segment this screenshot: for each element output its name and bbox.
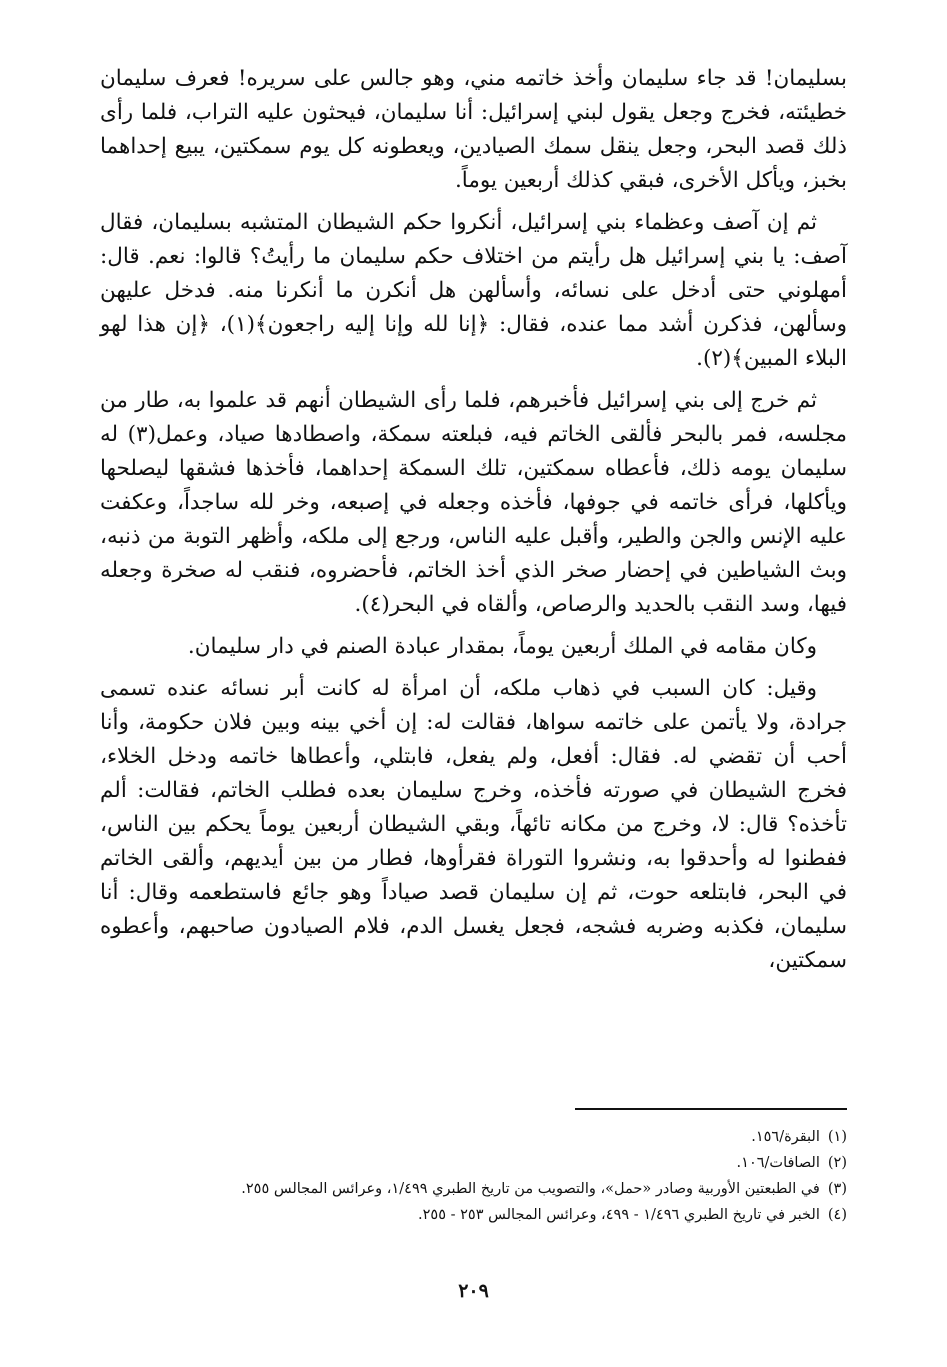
footnote-number: (٣) bbox=[827, 1181, 847, 1197]
footnote-number: (٢) bbox=[827, 1155, 847, 1171]
footnote-3 bbox=[100, 1176, 847, 1202]
paragraph-5: وقيل: كان السبب في ذهاب ملكه، أن امرأة له كانت أبر نسائه عنده تسمى جرادة، ولا يأتمن على خاتمه سواها، فقالت له: إن أخي بينه وبين فلان حكومة، وأنا أحب أن تقضي له. فقال: أفعل، ولم يفعل، فابتلي، وأعطاها خاتمه ودخل الخلاء، فخرج الشيطان في صورته فأخذه، وخرج سليمان بعده فطلب الخاتم، فقالت: ألم تأخذه؟ قال: لا، وخرج من مكانه تائهاً، وبقي الشيطان أربعين يوماً يحكم بين الناس، ففطنوا له وأحدقوا به، ونشروا التوراة فقرأوها، فطار من بين أيديهم، وألقى الخاتم في البحر، فابتلعه حوت، ثم إن سليمان قصد صياداً وهو جائع فاستطعمه وقال: أنا سليمان، فكذبه وضربه فشجه، فجعل يغسل الدم، فلام الصيادون صاحبهم، وأعطوه سمكتين، bbox=[100, 676, 847, 973]
paragraph-3: ثم خرج إلى بني إسرائيل فأخبرهم، فلما رأى الشيطان أنهم قد علموا به، طار من مجلسه، فمر بالبحر فألقى الخاتم فيه، فبلعته سمكة، واصطادها صياد، وعمل(٣) له سليمان يومه ذلك، فأعطاه سمكتين، تلك السمكة إحداهما، فأخذها فشقها ليصلحها ويأكلها، فرأى خاتمه في جوفها، فأخذه وجعله في إصبعه، وخر لله ساجداً، وعكفت عليه الإنس والجن والطير، وأقبل عليه الناس، ورجع إلى ملكه، وأظهر التوبة من ذنبه، وبث الشياطين في إحضار صخر الذي أخذ الخاتم، فأحضروه، فنقب له صخرة وجعله فيها، وسد النقب بالحديد والرصاص، وألقاه في البحر(٤). bbox=[100, 388, 847, 617]
paragraph-2: ثم إن آصف وعظماء بني إسرائيل، أنكروا حكم الشيطان المتشبه بسليمان، فقال آصف: يا بني إسرائيل هل رأيتم من اختلاف حكم سليمان ما رأيتُ؟ قالوا: نعم. قال: أمهلوني حتى أدخل على نسائه، وأسألهن هل أنكرن ما أنكرنا منه. فدخل عليهن وسألهن، فذكرن أشد مما عنده، فقال: ﴿إنا لله وإنا إليه راجعون﴾(١)، ﴿إن هذا لهو البلاء المبين﴾(٢). bbox=[100, 210, 847, 371]
footnote-text: في الطبعتين الأوربية وصادر «حمل»، والتصويب من تاريخ الطبري ١/٤٩٩، وعرائس المجالس ٢٥٥. bbox=[241, 1181, 820, 1197]
page-number: ٢٠٩ bbox=[458, 1280, 489, 1302]
footnote-text: الصافات/١٠٦. bbox=[736, 1155, 820, 1171]
footnotes-list bbox=[100, 1124, 847, 1228]
footnote-text: البقرة/١٥٦. bbox=[751, 1129, 820, 1145]
footnote-1 bbox=[100, 1124, 847, 1150]
footnote-number: (١) bbox=[827, 1129, 847, 1145]
footnote-divider bbox=[575, 1108, 847, 1110]
footnote-text: الخبر في تاريخ الطبري ١/٤٩٦ - ٤٩٩، وعرائس المجالس ٢٥٣ - ٢٥٥. bbox=[418, 1207, 820, 1223]
footnote-4 bbox=[100, 1202, 847, 1228]
paragraph-1: بسليمان! قد جاء سليمان وأخذ خاتمه مني، وهو جالس على سريره! فعرف سليمان خطيئته، فخرج وجعل يقول لبني إسرائيل: أنا سليمان، فيحثون عليه التراب، فلما رأى ذلك قصد البحر، وجعل ينقل سمك الصيادين، ويعطونه كل يوم سمكتين، يبيع إحداهما بخبز، ويأكل الأخرى، فبقي كذلك أربعين يوماً. bbox=[100, 66, 847, 193]
paragraph-4: وكان مقامه في الملك أربعين يوماً، بمقدار عبادة الصنم في دار سليمان. bbox=[187, 634, 817, 659]
main-text bbox=[100, 62, 847, 986]
footnote-number: (٤) bbox=[827, 1207, 847, 1223]
footnote-2 bbox=[100, 1150, 847, 1176]
